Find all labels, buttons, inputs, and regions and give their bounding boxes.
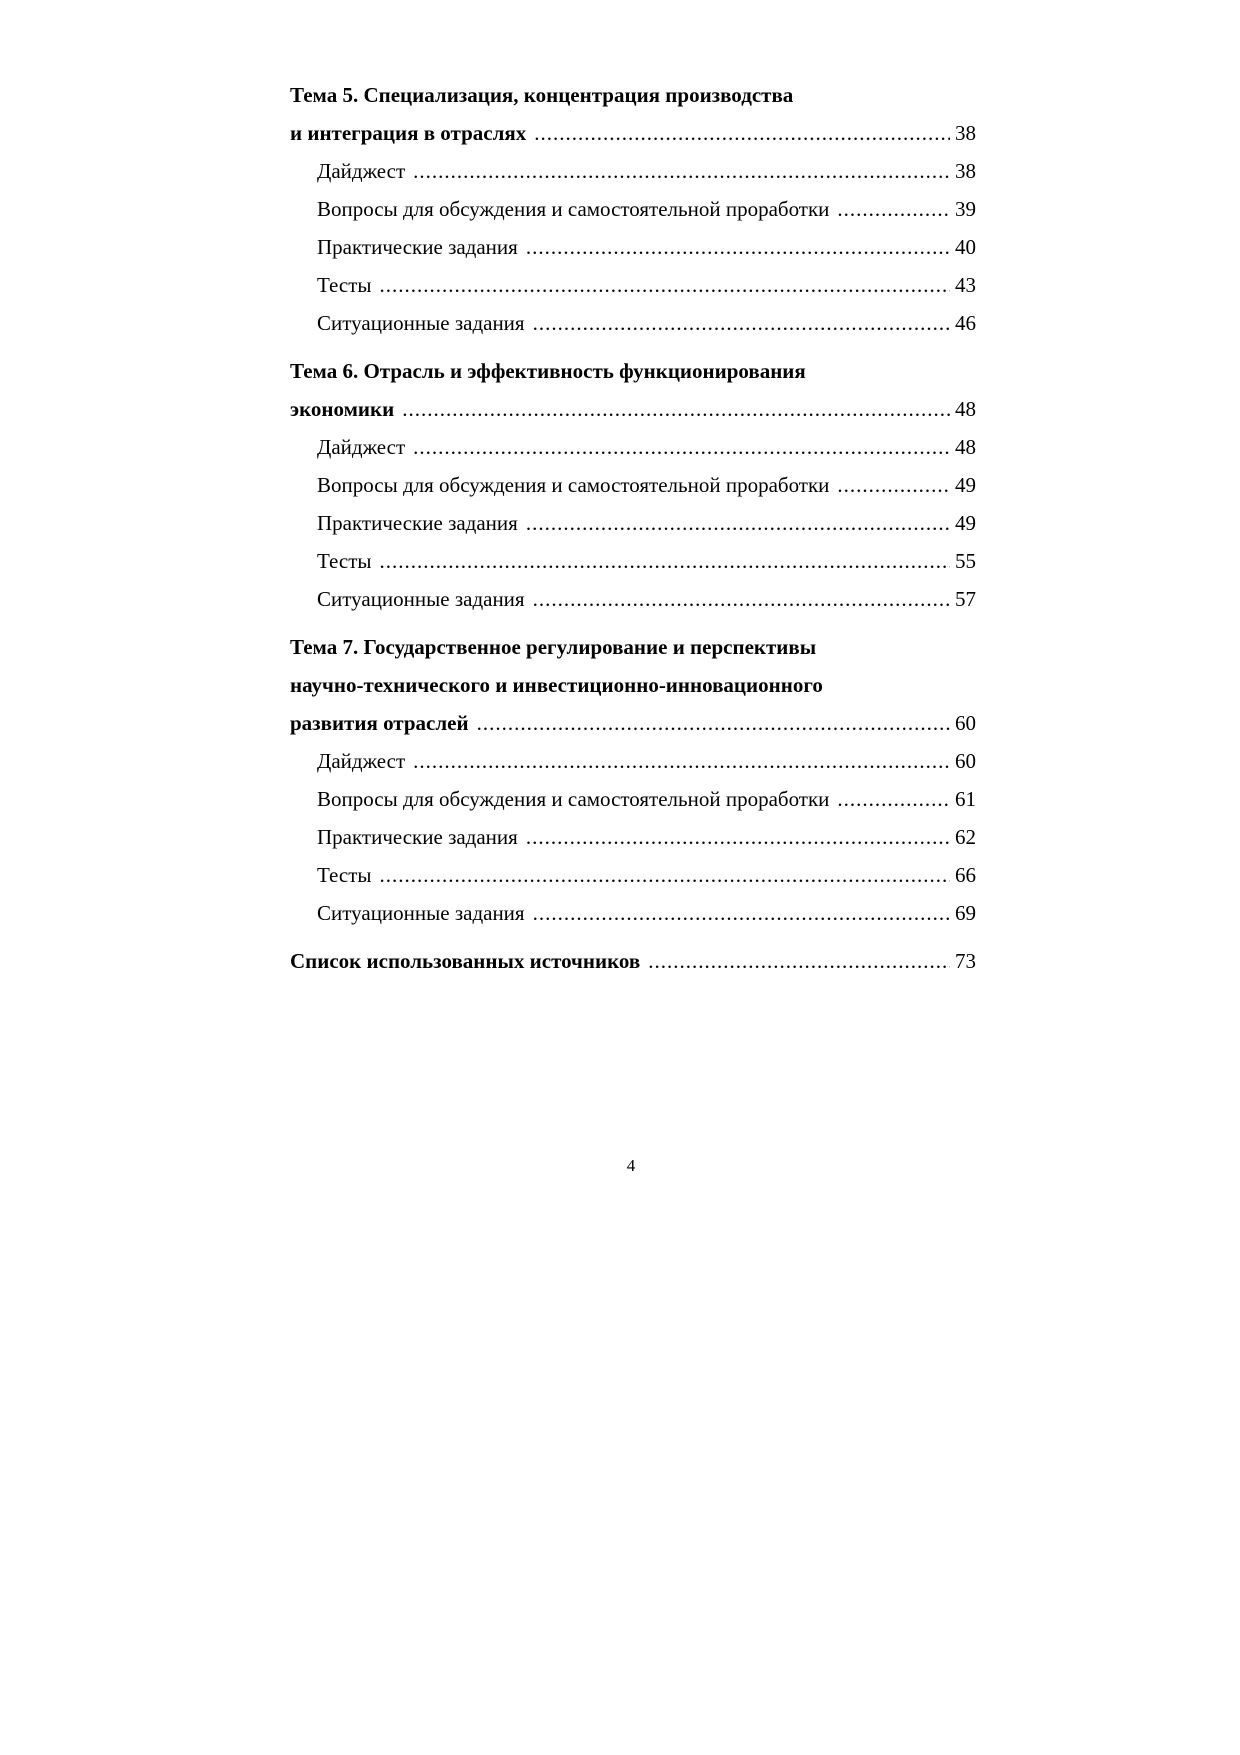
dot-leader: [477, 704, 950, 742]
dot-leader: [379, 266, 950, 304]
dot-leader: [533, 580, 950, 618]
dot-leader: [526, 818, 950, 856]
toc-topic7-title-cont: научно-технического и инвестиционно-инновационного: [290, 673, 823, 697]
toc-item-questions[interactable]: Вопросы для обсуждения и самостоятельной проработки ..... 61: [290, 780, 976, 818]
toc-item-practical[interactable]: Практические задания ..... 40: [290, 228, 976, 266]
dot-leader: [379, 856, 950, 894]
toc-page-number: 62: [955, 825, 976, 849]
toc-page-number: 73: [955, 949, 976, 973]
toc-page-number: 60: [955, 711, 976, 735]
dot-leader: [413, 742, 950, 780]
toc-page-number: 48: [955, 435, 976, 459]
dot-leader: [533, 304, 950, 342]
toc-item-situational[interactable]: Ситуационные задания ..... 69: [290, 894, 976, 932]
table-of-contents: [290, 76, 976, 980]
toc-item-digest[interactable]: Дайджест ..... 60: [290, 742, 976, 780]
toc-topic6-title: Тема 6. Отрасль и эффективность функционирования: [290, 359, 806, 383]
toc-page-number: 60: [955, 749, 976, 773]
dot-leader: [534, 114, 950, 152]
page-number: 4: [626, 1156, 636, 1175]
toc-page-number: 38: [955, 121, 976, 145]
dot-leader: [379, 542, 950, 580]
dot-leader: [837, 190, 950, 228]
toc-page-number: 38: [955, 159, 976, 183]
toc-page-number: 43: [955, 273, 976, 297]
toc-page-number: 55: [955, 549, 976, 573]
toc-page-number: 69: [955, 901, 976, 925]
section-gap: [290, 618, 976, 628]
toc-item-digest[interactable]: Дайджест ..... 38: [290, 152, 976, 190]
dot-leader: [526, 228, 950, 266]
toc-item-tests[interactable]: Тесты ..... 43: [290, 266, 976, 304]
dot-leader: [837, 466, 950, 504]
section-gap: [290, 342, 976, 352]
dot-leader: [526, 504, 950, 542]
toc-item-digest[interactable]: Дайджест ..... 48: [290, 428, 976, 466]
dot-leader: [413, 152, 950, 190]
toc-page-number: 49: [955, 511, 976, 535]
toc-page-number: 40: [955, 235, 976, 259]
dot-leader: [648, 942, 950, 980]
section-gap: [290, 932, 976, 942]
toc-item-practical[interactable]: Практические задания ..... 49: [290, 504, 976, 542]
toc-page-number: 61: [955, 787, 976, 811]
toc-page-number: 39: [955, 197, 976, 221]
dot-leader: [402, 390, 950, 428]
toc-item-situational[interactable]: Ситуационные задания ..... 57: [290, 580, 976, 618]
toc-item-situational[interactable]: Ситуационные задания ..... 46: [290, 304, 976, 342]
toc-page-number: 48: [955, 397, 976, 421]
toc-topic5-entry[interactable]: и интеграция в отраслях ..... 38: [290, 114, 976, 152]
toc-topic5-title: Тема 5. Специализация, концентрация производства: [290, 83, 794, 107]
toc-item-tests[interactable]: Тесты ..... 55: [290, 542, 976, 580]
dot-leader: [413, 428, 950, 466]
dot-leader: [837, 780, 950, 818]
toc-topic6-entry[interactable]: экономики ..... 48: [290, 390, 976, 428]
toc-item-questions[interactable]: Вопросы для обсуждения и самостоятельной проработки ..... 49: [290, 466, 976, 504]
toc-page-number: 49: [955, 473, 976, 497]
toc-topic7-entry[interactable]: развития отраслей ..... 60: [290, 704, 976, 742]
dot-leader: [533, 894, 950, 932]
toc-page-number: 66: [955, 863, 976, 887]
toc-sources-entry[interactable]: Список использованных источников ..... 73: [290, 942, 976, 980]
toc-topic7-title: Тема 7. Государственное регулирование и перспективы: [290, 635, 817, 659]
toc-item-practical[interactable]: Практические задания ..... 62: [290, 818, 976, 856]
toc-page-number: 57: [955, 587, 976, 611]
toc-page-number: 46: [955, 311, 976, 335]
toc-item-questions[interactable]: Вопросы для обсуждения и самостоятельной проработки ..... 39: [290, 190, 976, 228]
toc-item-tests[interactable]: Тесты ..... 66: [290, 856, 976, 894]
